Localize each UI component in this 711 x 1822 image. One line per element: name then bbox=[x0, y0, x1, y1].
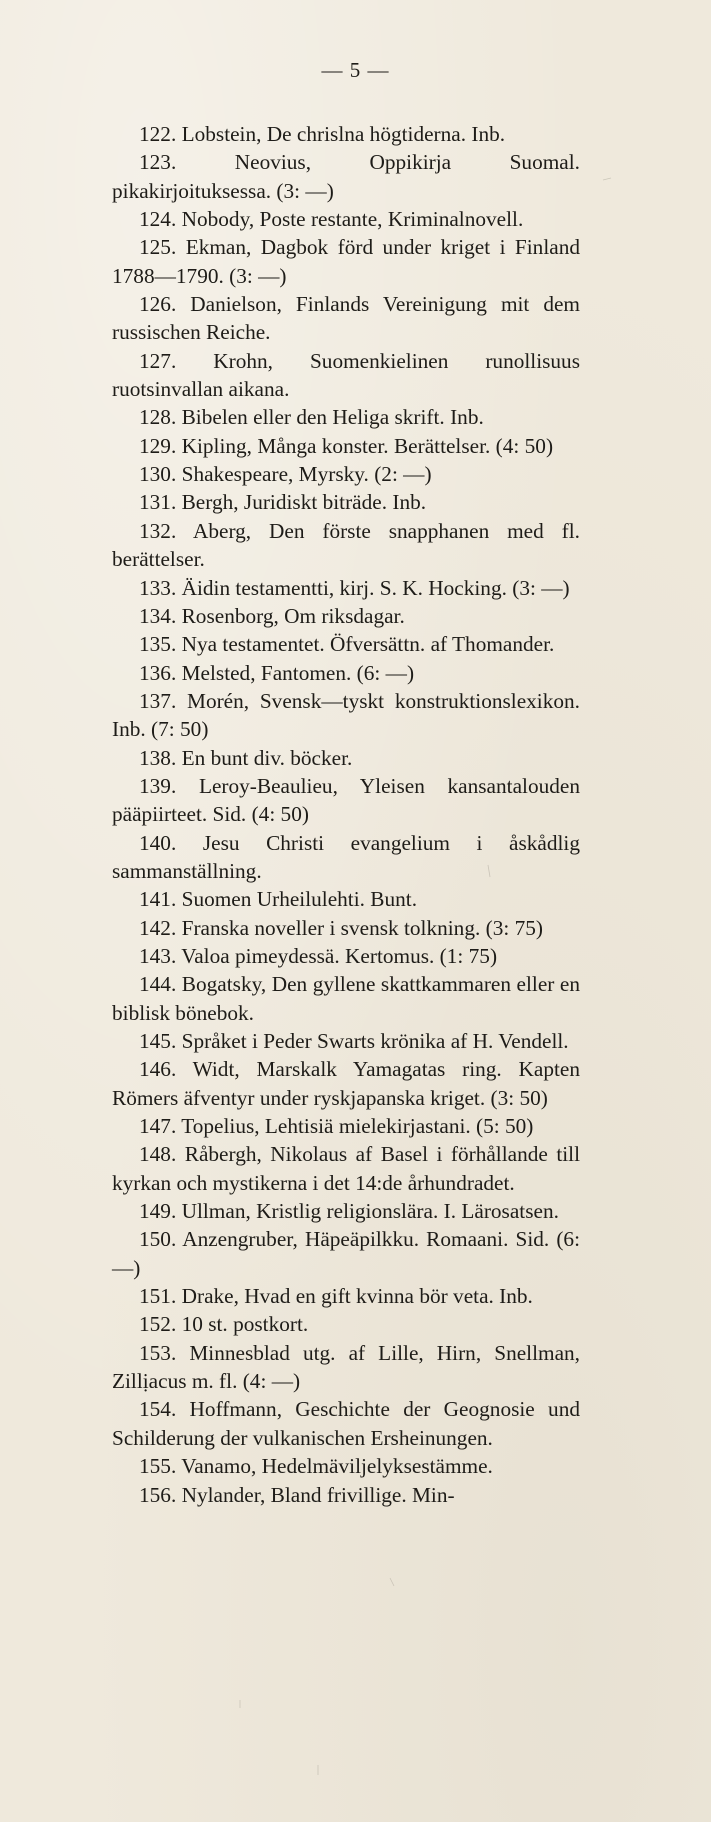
catalog-entry: 146. Widt, Marskalk Yamagatas ring. Kapten Römers äfventyr under ryskjapanska kriget. (3: 50) bbox=[112, 1057, 580, 1110]
catalog-entry: 123. Neovius, Oppikirja Suomal. pikakirjoituksessa. (3: —) bbox=[112, 150, 580, 203]
catalog-entry: 129. Kipling, Många konster. Berättelser. (4: 50) bbox=[139, 433, 554, 458]
catalog-entry: 144. Bogatsky, Den gyllene skattkammaren eller en biblisk bönebok. bbox=[112, 972, 580, 1025]
catalog-entry: 136. Melsted, Fantomen. (6: —) bbox=[139, 660, 415, 685]
catalog-entry: 141. Suomen Urheilulehti. Bunt. bbox=[139, 887, 418, 912]
catalog-entry: 124. Nobody, Poste restante, Kriminalnovell. bbox=[139, 207, 524, 232]
catalog-entry: 134. Rosenborg, Om riksdagar. bbox=[139, 603, 405, 628]
catalog-entry: 126. Danielson, Finlands Vereinigung mit dem russischen Reiche. bbox=[112, 292, 580, 345]
catalog-entry: 139. Leroy-Beaulieu, Yleisen kansantalouden pääpiirteet. Sid. (4: 50) bbox=[112, 773, 580, 827]
catalog-entry: 131. Bergh, Juridiskt biträde. Inb. bbox=[139, 490, 427, 515]
catalog-entry: 156. Nylander, Bland frivillige. Min- bbox=[139, 1482, 455, 1507]
catalog-entry: 128. Bibelen eller den Heliga skrift. Inb. bbox=[139, 405, 484, 430]
catalog-entry: 152. 10 st. postkort. bbox=[139, 1312, 309, 1337]
page-number: — 5 — bbox=[321, 58, 390, 82]
catalog-entry: 125. Ekman, Dagbok förd under kriget i Finland 1788—1790. (3: —) bbox=[112, 235, 580, 288]
catalog-entry: 145. Språket i Peder Swarts krönika af H. Vendell. bbox=[139, 1029, 569, 1053]
catalog-entry: 153. Minnesblad utg. af Lille, Hirn, Snellman, Zillịacus m. fl. (4: —) bbox=[112, 1340, 580, 1394]
catalog-entry: 133. Äidin testamentti, kirj. S. K. Hocking. (3: —) bbox=[139, 575, 570, 600]
catalog-entry: 151. Drake, Hvad en gift kvinna bör veta. Inb. bbox=[139, 1284, 533, 1309]
catalog-entry: 130. Shakespeare, Myrsky. (2: —) bbox=[139, 462, 432, 487]
catalog-entry: 142. Franska noveller i svensk tolkning. (3: 75) bbox=[139, 915, 543, 940]
catalog-entry: 155. Vanamo, Hedelmäviljelyksestämme. bbox=[139, 1454, 493, 1479]
catalog-entry: 140. Jesu Christi evangelium i åskådlig sammanställning. bbox=[112, 830, 580, 883]
catalog-entry: 143. Valoa pimeydessä. Kertomus. (1: 75) bbox=[139, 943, 498, 968]
catalog-entry: 122. Lobstein, De chrislna högtiderna. Inb. bbox=[139, 122, 506, 146]
catalog-entry: 148. Råbergh, Nikolaus af Basel i förhållande till kyrkan och mystikerna i det 14:de århundradet. bbox=[112, 1142, 580, 1195]
catalog-entry: 154. Hoffmann, Geschichte der Geognosie und Schilderung der vulkanischen Ersheinungen. bbox=[112, 1397, 580, 1450]
catalog-entry: 135. Nya testamentet. Öfversättn. af Thomander. bbox=[139, 632, 555, 657]
catalog-entry: 137. Morén, Svensk—tyskt konstruktionslexikon. Inb. (7: 50) bbox=[112, 688, 580, 742]
catalog-entry: 127. Krohn, Suomenkielinen runollisuus ruotsinvallan aikana. bbox=[112, 348, 580, 402]
catalog-entry: 132. Aberg, Den förste snapphanen med fl. berättelser. bbox=[112, 518, 580, 572]
catalog-entry: 150. Anzengruber, Häpeäpilkku. Romaani. Sid. (6: —) bbox=[112, 1227, 580, 1280]
catalog-entry: 147. Topelius, Lehtisiä mielekirjastani. (5: 50) bbox=[139, 1114, 534, 1139]
catalog-entries bbox=[112, 120, 580, 1509]
catalog-entry: 138. En bunt div. böcker. bbox=[139, 745, 353, 770]
catalog-entry: 149. Ullman, Kristlig religionslära. I. Lärosatsen. bbox=[139, 1199, 559, 1224]
